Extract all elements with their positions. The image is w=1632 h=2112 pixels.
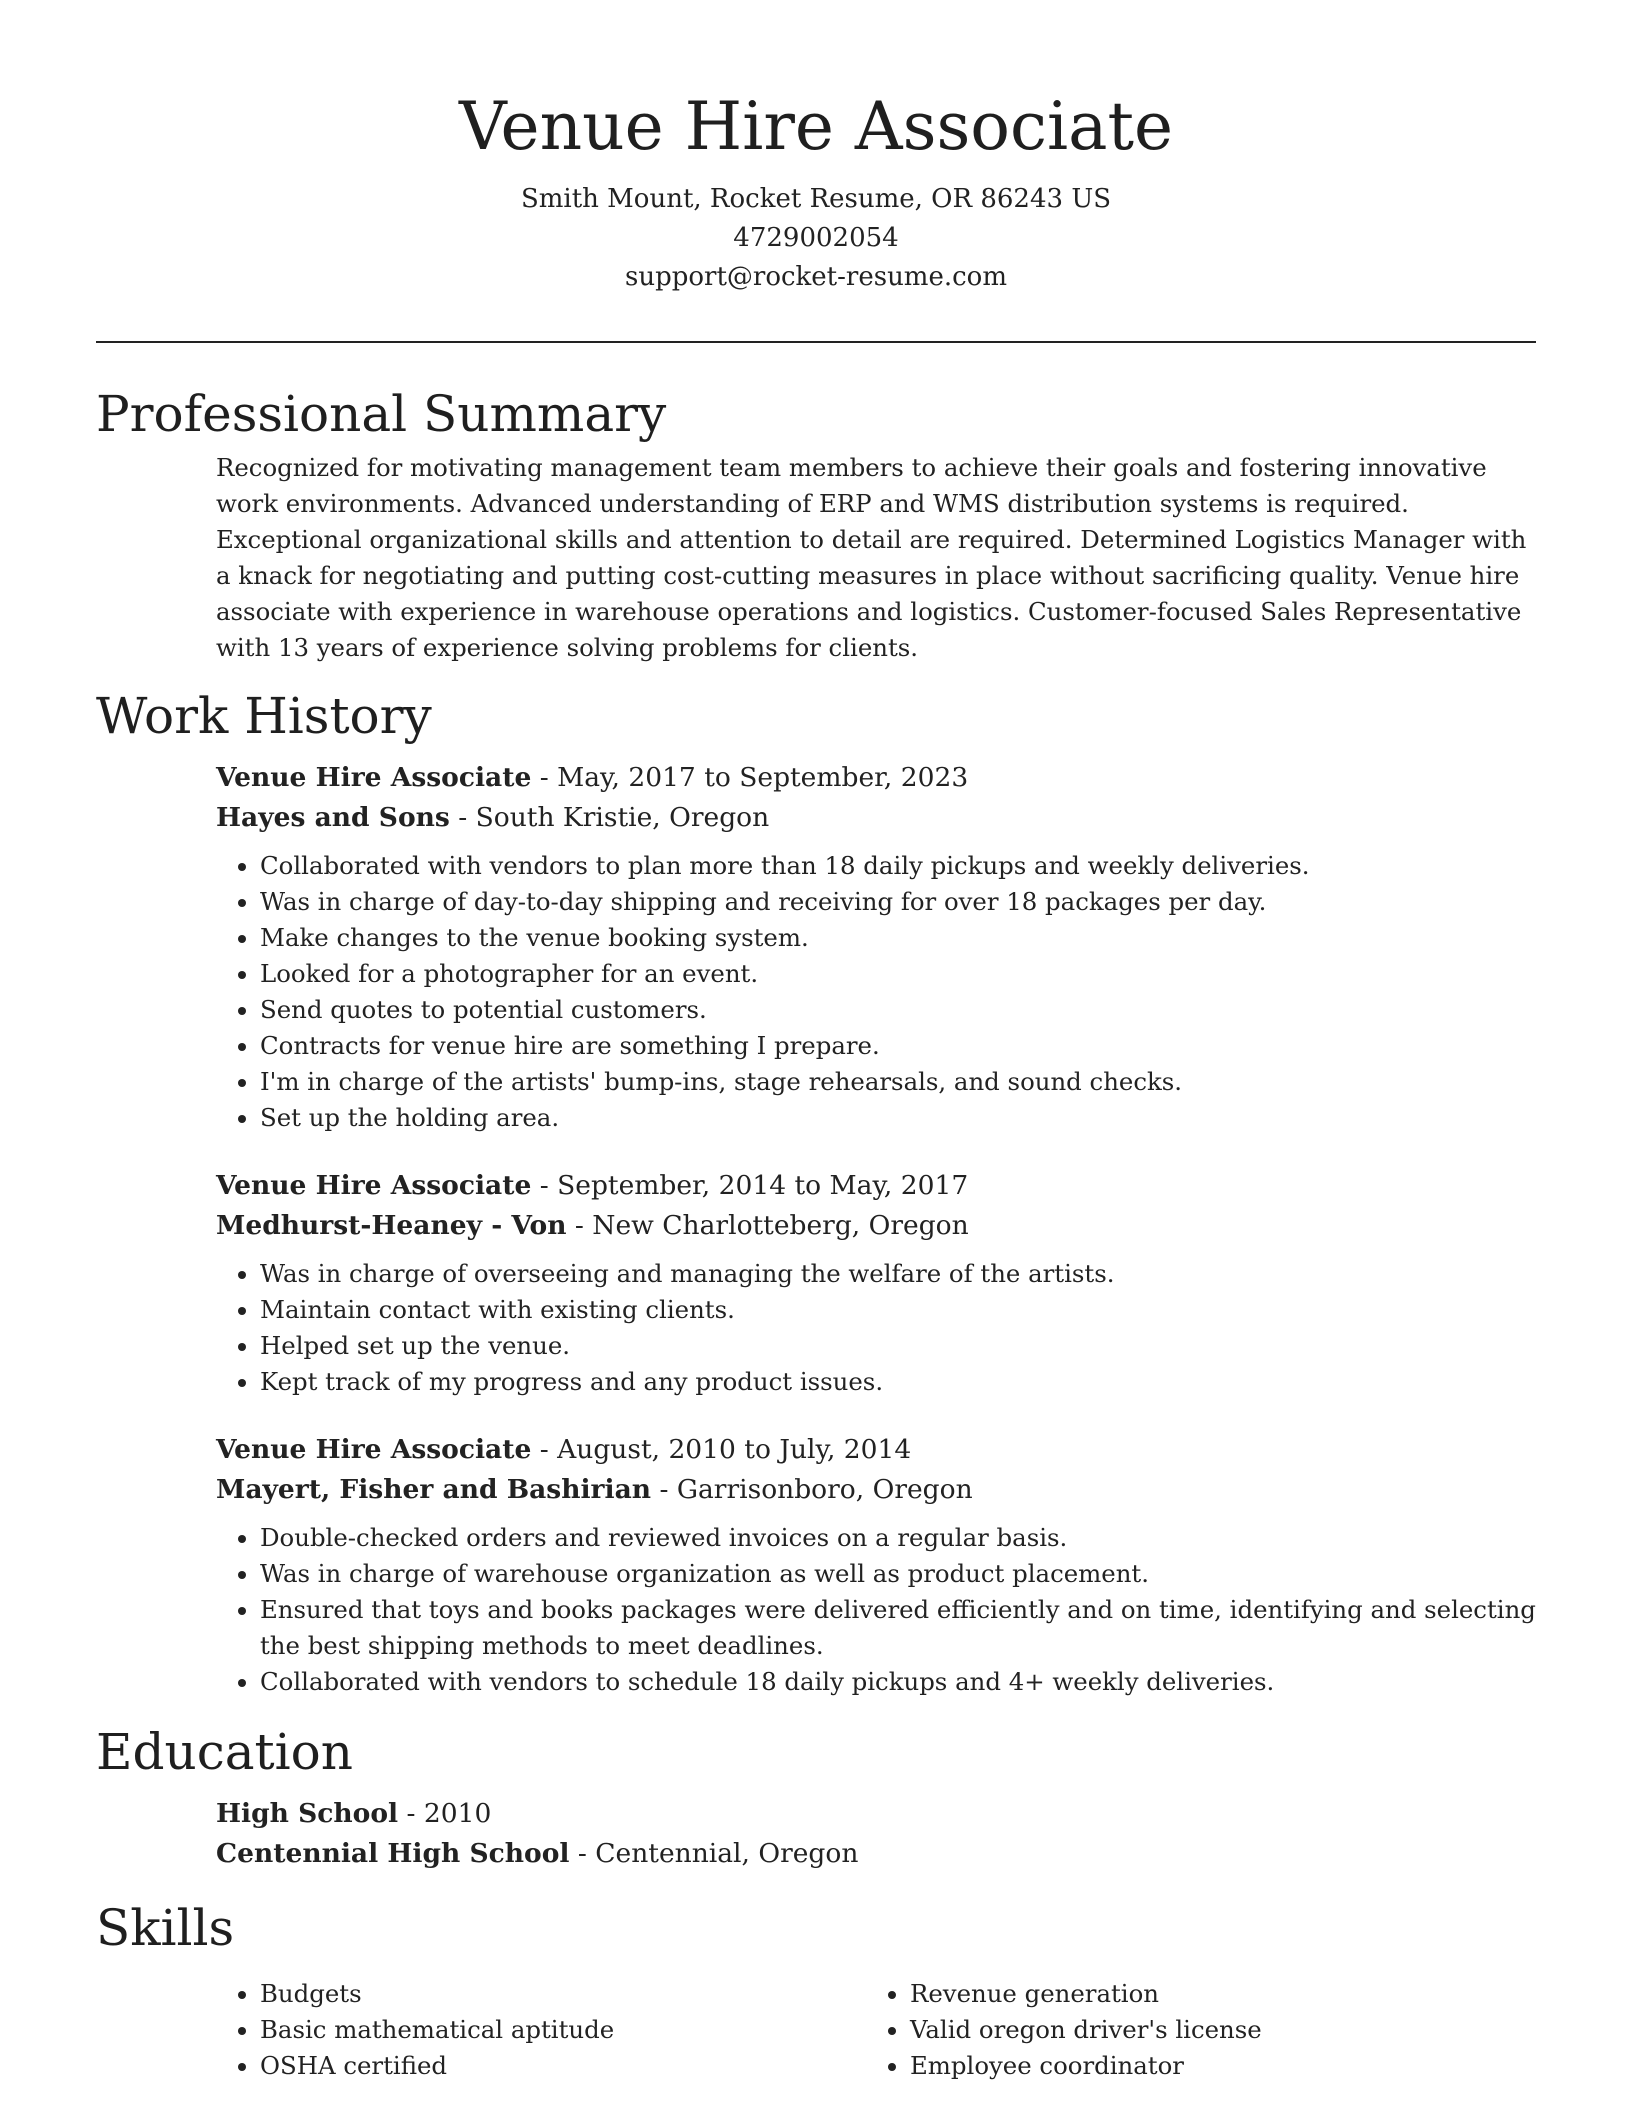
- job-role: Venue Hire Associate: [216, 762, 532, 793]
- contact-email[interactable]: support@rocket-resume.com: [624, 262, 1007, 292]
- job-company-line: [216, 1470, 1536, 1510]
- candidate-name: Venue Hire Associate: [458, 88, 1174, 165]
- skills-list-right: [866, 1976, 1516, 2084]
- skills-list-left: [216, 1976, 866, 2084]
- education-entry: [216, 1794, 1536, 1874]
- section-title-education: Education: [96, 1723, 353, 1781]
- work-history-body: [216, 758, 1536, 1700]
- job-entry: [216, 1430, 1536, 1700]
- education-location: - Centennial, Oregon: [569, 1838, 859, 1869]
- section-title-work-history: Work History: [96, 687, 432, 745]
- job-company-line: [216, 1206, 1536, 1246]
- summary-text: Recognized for motivating management team members to achieve their goals and fostering innovative work environments. Advanced understanding of ERP and WMS distribution systems is required. Exceptional organizational skills and attention to detail are required. Determined Logistics Manager with a knack for negotiating and putting cost-cutting measures in place without sacrificing quality. Venue hire associate with experience in warehouse operations and logistics. Customer-focused Sales Representative with 13 years of experience solving problems for clients.: [216, 453, 1527, 662]
- job-bullets: [216, 1256, 1536, 1400]
- job-bullet: • Collaborated with vendors to schedule 18 daily pickups and 4+ weekly deliveries.: [260, 1664, 1536, 1700]
- job-bullet: • Ensured that toys and books packages were delivered efficiently and on time, identifying and selecting the best shipping methods to meet deadlines.: [260, 1592, 1536, 1664]
- work-history-section: [96, 680, 1536, 1700]
- job-title-line: [216, 758, 1536, 798]
- job-entry: [216, 1166, 1536, 1400]
- job-bullet: • Was in charge of day-to-day shipping and receiving for over 18 packages per day.: [260, 884, 1536, 920]
- skill-item: • Basic mathematical aptitude: [260, 2012, 866, 2048]
- job-dates: - September, 2014 to May, 2017: [531, 1170, 969, 1201]
- job-bullets: [216, 848, 1536, 1136]
- job-company-line: [216, 798, 1536, 838]
- job-location: - Garrisonboro, Oregon: [651, 1474, 973, 1505]
- job-bullets: [216, 1520, 1536, 1700]
- job-bullet: • Contracts for venue hire are something I prepare.: [260, 1028, 1536, 1064]
- job-bullet: • I'm in charge of the artists' bump-ins, stage rehearsals, and sound checks.: [260, 1064, 1536, 1100]
- job-entry: [216, 758, 1536, 1136]
- skills-column-left: [216, 1968, 866, 2084]
- skills-grid: [216, 1968, 1536, 2084]
- skill-item: • Budgets: [260, 1976, 866, 2012]
- skill-item: • Revenue generation: [910, 1976, 1516, 2012]
- skills-section: [96, 1892, 1536, 2084]
- job-role: Venue Hire Associate: [216, 1434, 532, 1465]
- education-degree-line: [216, 1794, 1536, 1834]
- job-location: - New Charlotteberg, Oregon: [566, 1210, 969, 1241]
- section-title-summary: Professional Summary: [96, 385, 667, 443]
- section-title-skills: Skills: [96, 1899, 235, 1957]
- education-school: Centennial High School: [216, 1838, 570, 1869]
- contact-address: Smith Mount, Rocket Resume, OR 86243 US: [520, 184, 1112, 214]
- summary-body: [216, 450, 1536, 666]
- skill-item: • Employee coordinator: [910, 2048, 1516, 2084]
- job-company: Hayes and Sons: [216, 802, 450, 833]
- job-bullet: • Looked for a photographer for an event.: [260, 956, 1536, 992]
- job-bullet: • Helped set up the venue.: [260, 1328, 1536, 1364]
- job-title-line: [216, 1430, 1536, 1470]
- job-bullet: • Kept track of my progress and any product issues.: [260, 1364, 1536, 1400]
- resume-header: [96, 82, 1536, 297]
- education-section: [96, 1716, 1536, 1874]
- education-degree: High School: [216, 1798, 399, 1829]
- skill-item: • Valid oregon driver's license: [910, 2012, 1516, 2048]
- skills-column-right: [866, 1968, 1516, 2084]
- job-bullet: • Send quotes to potential customers.: [260, 992, 1536, 1028]
- education-body: [216, 1794, 1536, 1874]
- job-dates: - May, 2017 to September, 2023: [531, 762, 969, 793]
- job-bullet: • Was in charge of warehouse organization as well as product placement.: [260, 1556, 1536, 1592]
- job-bullet: • Collaborated with vendors to plan more than 18 daily pickups and weekly deliveries.: [260, 848, 1536, 884]
- job-bullet: • Set up the holding area.: [260, 1100, 1536, 1136]
- contact-phone: 4729002054: [733, 223, 899, 253]
- job-bullet: • Make changes to the venue booking system.: [260, 920, 1536, 956]
- skill-item: • OSHA certified: [260, 2048, 866, 2084]
- job-company: Medhurst-Heaney - Von: [216, 1210, 567, 1241]
- job-bullet: • Double-checked orders and reviewed invoices on a regular basis.: [260, 1520, 1536, 1556]
- job-dates: - August, 2010 to July, 2014: [531, 1434, 912, 1465]
- summary-section: [96, 378, 1536, 666]
- education-school-line: [216, 1834, 1536, 1874]
- job-title-line: [216, 1166, 1536, 1206]
- job-company: Mayert, Fisher and Bashirian: [216, 1474, 652, 1505]
- header-divider: [96, 341, 1536, 343]
- skills-body: [216, 1968, 1536, 2084]
- job-role: Venue Hire Associate: [216, 1170, 532, 1201]
- job-location: - South Kristie, Oregon: [449, 802, 770, 833]
- education-year: - 2010: [398, 1798, 492, 1829]
- job-bullet: • Maintain contact with existing clients.: [260, 1292, 1536, 1328]
- job-bullet: • Was in charge of overseeing and managing the welfare of the artists.: [260, 1256, 1536, 1292]
- resume-content: [96, 378, 1536, 2084]
